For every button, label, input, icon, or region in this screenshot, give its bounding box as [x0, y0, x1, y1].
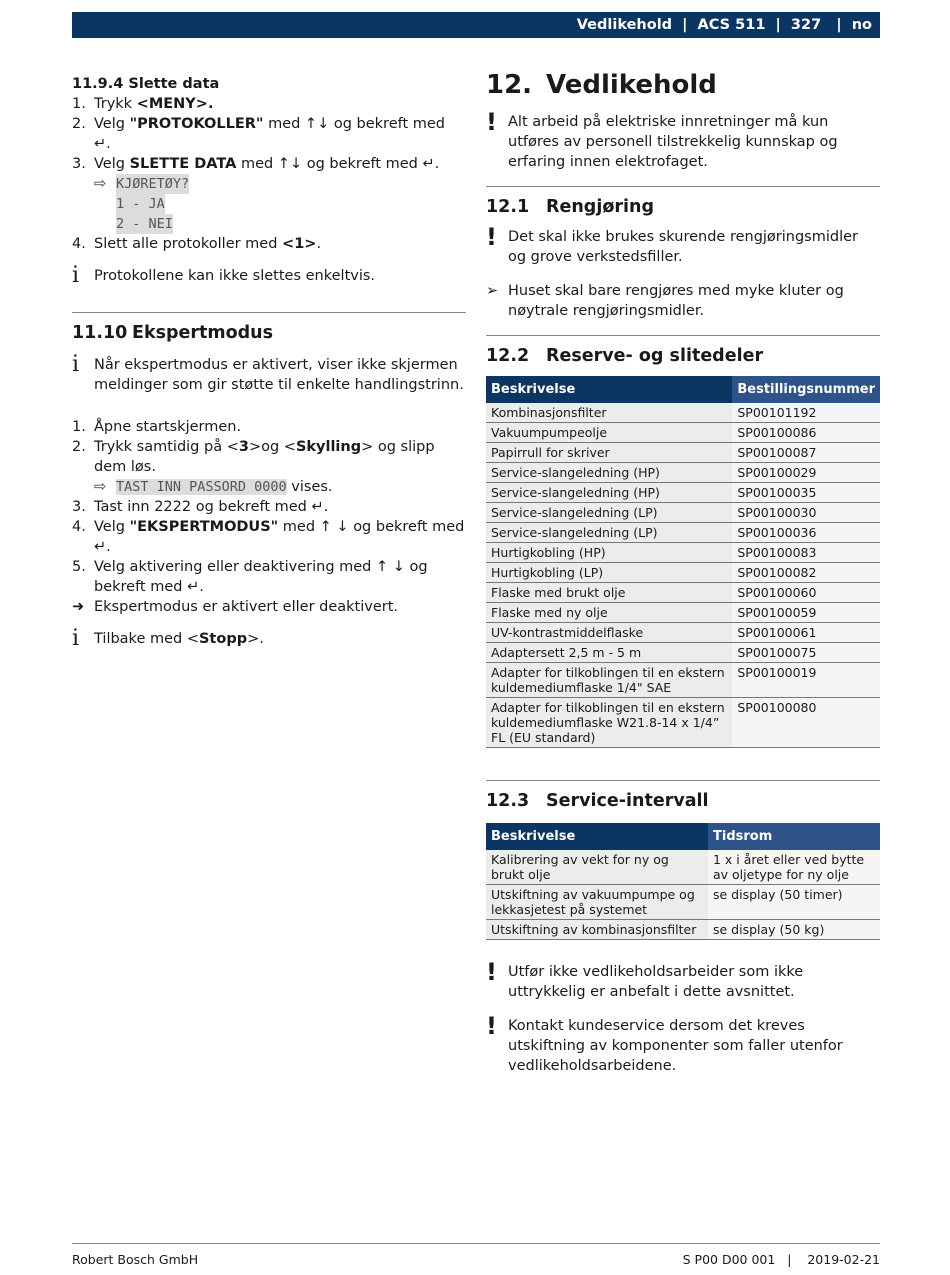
step: 2. Trykk samtidig på <3>og <Skylling> og slipp dem løs. — [72, 439, 435, 475]
info-icon: i — [72, 263, 80, 288]
table-cell: SP00100082 — [732, 563, 880, 583]
section-title-12-1: 12.1 Rengjøring — [486, 197, 654, 217]
table-cell: SP00100035 — [732, 483, 880, 503]
table-cell: SP00100061 — [732, 623, 880, 643]
table-cell: Adapter for tilkoblingen til en ekstern kuldemediumflaske W21.8-14 x 1/4” FL (EU standard) — [486, 698, 732, 748]
table-row — [486, 850, 880, 885]
chapter-title: 12. Vedlikehold — [486, 70, 717, 100]
table-cell: Kalibrering av vekt for ny og brukt olje — [486, 850, 708, 885]
step: 4. Slett alle protokoller med <1>. — [72, 236, 322, 252]
step: 2. Velg "PROTOKOLLER" med ↑↓ og bekreft med ↵. — [72, 116, 446, 152]
page-footer — [72, 1243, 880, 1267]
table-cell: SP00101192 — [732, 403, 880, 423]
step: 1. Trykk <MENY>. — [72, 96, 214, 112]
step: 5. Velg aktivering eller deaktivering med ↑ ↓ og bekreft med ↵. — [72, 559, 428, 595]
table-cell: Utskiftning av vakuumpumpe og lekkasjetest på systemet — [486, 885, 708, 920]
column-header: Tidsrom — [708, 823, 880, 850]
spare-parts-table — [486, 376, 880, 748]
instruction: ➢ Huset skal bare rengjøres med myke kluter og nøytrale rengjøringsmidler. — [486, 283, 844, 319]
table-row — [486, 603, 880, 623]
table-cell: Hurtigkobling (HP) — [486, 543, 732, 563]
section-title-11-10: 11.10 Ekspertmodus — [72, 323, 274, 343]
table-row — [486, 403, 880, 423]
table-cell: SP00100029 — [732, 463, 880, 483]
table-cell: Flaske med ny olje — [486, 603, 732, 623]
table-cell: Papirrull for skriver — [486, 443, 732, 463]
right-column — [486, 70, 880, 1090]
arrow-hollow-icon: ⇨ — [94, 176, 107, 192]
info-icon: i — [72, 626, 80, 651]
exclamation-icon: ! — [486, 223, 497, 251]
table-row — [486, 663, 880, 698]
table-cell: Service-slangeledning (LP) — [486, 523, 732, 543]
divider — [486, 335, 880, 336]
table-row — [486, 483, 880, 503]
step: 3. Velg SLETTE DATA med ↑↓ og bekreft med ↵. — [72, 156, 440, 172]
column-header: Bestillingsnummer — [732, 376, 880, 403]
section-title-11-9-4: 11.9.4 Slette data — [72, 76, 220, 92]
table-row — [486, 643, 880, 663]
left-column — [72, 70, 466, 661]
table-cell: Utskiftning av kombinasjonsfilter — [486, 920, 708, 940]
display-text: ⇨ TAST INN PASSORD 0000 vises. — [94, 479, 333, 495]
table-cell: 1 x i året eller ved bytte av oljetype for ny olje — [708, 850, 880, 885]
table-cell: Hurtigkobling (LP) — [486, 563, 732, 583]
column-header: Beskrivelse — [486, 823, 708, 850]
result: ➜ Ekspertmodus er aktivert eller deaktivert. — [72, 599, 399, 615]
divider — [72, 312, 466, 313]
table-row — [486, 443, 880, 463]
footer-company: Robert Bosch GmbH — [72, 1252, 199, 1267]
table-cell: SP00100075 — [732, 643, 880, 663]
column-header: Beskrivelse — [486, 376, 732, 403]
step: 3. Tast inn 2222 og bekreft med ↵. — [72, 499, 329, 515]
display-text: 1 - JA — [116, 196, 165, 212]
table-row — [486, 543, 880, 563]
table-row — [486, 423, 880, 443]
table-cell: Service-slangeledning (LP) — [486, 503, 732, 523]
exclamation-icon: ! — [486, 958, 497, 986]
table-row — [486, 583, 880, 603]
table-cell: Vakuumpumpeolje — [486, 423, 732, 443]
table-row — [486, 503, 880, 523]
warning-note: ! Alt arbeid på elektriske innretninger må kun utføres av personell tilstrekkelig kunnskap og erfaring innen elektrofaget. — [486, 108, 838, 170]
display-text: 2 - NEI — [116, 216, 173, 232]
table-cell: SP00100060 — [732, 583, 880, 603]
exclamation-icon: ! — [486, 108, 497, 136]
warning-note: ! Det skal ikke brukes skurende rengjøringsmidler og grove verkstedsfiller. — [486, 223, 859, 265]
exclamation-icon: ! — [486, 1012, 497, 1040]
table-cell: SP00100080 — [732, 698, 880, 748]
table-cell: UV-kontrastmiddelflaske — [486, 623, 732, 643]
info-note: i Når ekspertmodus er aktivert, viser ikke skjermen meldinger som gir støtte til enkelte handlingstrinn. — [72, 352, 464, 393]
table-row — [486, 523, 880, 543]
table-cell: SP00100087 — [732, 443, 880, 463]
step: 1. Åpne startskjermen. — [72, 419, 242, 435]
table-cell: Kombinasjonsfilter — [486, 403, 732, 423]
table-row — [486, 463, 880, 483]
service-interval-table — [486, 823, 880, 940]
table-cell: Adapter for tilkoblingen til en ekstern kuldemediumflaske 1/4" SAE — [486, 663, 732, 698]
arrow-right-icon: ➜ — [72, 599, 85, 615]
warning-note: ! Utfør ikke vedlikeholdsarbeider som ikke uttrykkelig er anbefalt i dette avsnittet. — [486, 958, 804, 1000]
info-note: i Tilbake med <Stopp>. — [72, 626, 264, 651]
table-row — [486, 920, 880, 940]
arrowhead-icon: ➢ — [486, 283, 499, 299]
section-title-12-3: 12.3 Service-intervall — [486, 791, 709, 811]
table-cell: SP00100083 — [732, 543, 880, 563]
divider — [486, 186, 880, 187]
table-row — [486, 698, 880, 748]
footer-docinfo: S P00 D00 001 | 2019-02-21 — [682, 1252, 880, 1267]
divider — [486, 780, 880, 781]
info-icon: i — [72, 352, 80, 377]
arrow-hollow-icon: ⇨ — [94, 479, 107, 495]
table-row — [486, 623, 880, 643]
table-cell: se display (50 timer) — [708, 885, 880, 920]
table-cell: SP00100030 — [732, 503, 880, 523]
table-cell: Adaptersett 2,5 m - 5 m — [486, 643, 732, 663]
table-cell: SP00100086 — [732, 423, 880, 443]
page-header: Vedlikehold | ACS 511 | 327 | no — [72, 12, 880, 38]
table-cell: se display (50 kg) — [708, 920, 880, 940]
table-cell: Flaske med brukt olje — [486, 583, 732, 603]
table-cell: SP00100019 — [732, 663, 880, 698]
step: 4. Velg "EKSPERTMODUS" med ↑ ↓ og bekreft med ↵. — [72, 519, 465, 555]
warning-note: ! Kontakt kundeservice dersom det kreves utskiftning av komponenter som faller utenfor vedlikeholdsarbeidene. — [486, 1012, 843, 1074]
table-cell: SP00100036 — [732, 523, 880, 543]
table-row — [486, 563, 880, 583]
display-text: ⇨ KJØRETØY? — [94, 176, 190, 192]
table-cell: Service-slangeledning (HP) — [486, 483, 732, 503]
table-cell: SP00100059 — [732, 603, 880, 623]
table-cell: Service-slangeledning (HP) — [486, 463, 732, 483]
info-note: i Protokollene kan ikke slettes enkeltvis. — [72, 263, 376, 288]
section-title-12-2: 12.2 Reserve- og slitedeler — [486, 346, 764, 366]
table-row — [486, 885, 880, 920]
